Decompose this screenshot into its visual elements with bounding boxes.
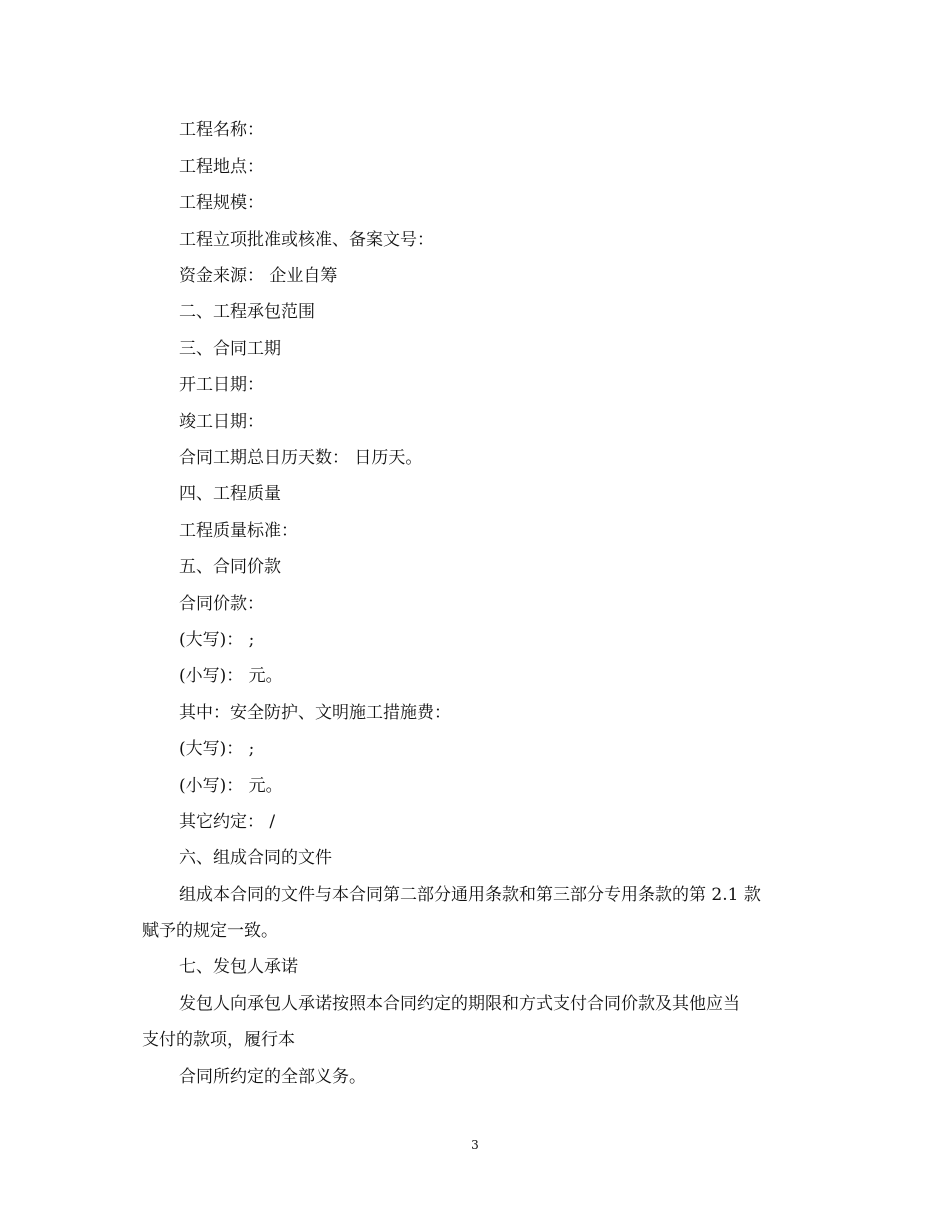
approval-number-line: 工程立项批准或核准、备案文号： (179, 230, 434, 250)
section-2-heading: 二、工程承包范围 (179, 302, 315, 322)
project-location-line: 工程地点： (179, 157, 264, 177)
section-5-heading: 五、合同价款 (179, 557, 281, 577)
safety-fee-capital-line: (大写)： ; (179, 739, 255, 759)
section-6-heading: 六、组成合同的文件 (179, 848, 332, 868)
completion-date-line: 竣工日期： (179, 412, 264, 432)
section-3-heading: 三、合同工期 (179, 339, 281, 359)
section-7-paragraph-line-2: 支付的款项，履行本 (142, 1030, 295, 1050)
section-7-paragraph-line-3: 合同所约定的全部义务。 (179, 1067, 366, 1087)
section-7-heading: 七、发包人承诺 (179, 957, 298, 977)
price-capital-line: (大写)： ; (179, 630, 255, 650)
section-4-heading: 四、工程质量 (179, 484, 281, 504)
start-date-line: 开工日期： (179, 375, 264, 395)
price-numeric-line: (小写)： 元。 (179, 666, 283, 686)
funding-source-line: 资金来源： 企业自筹 (179, 266, 338, 286)
section-7-paragraph-line-1: 发包人向承包人承诺按照本合同约定的期限和方式支付合同价款及其他应当 (179, 994, 740, 1014)
section-6-paragraph-line-2: 赋予的规定一致。 (142, 921, 278, 941)
project-name-line: 工程名称： (179, 120, 264, 140)
page-number: 3 (471, 1138, 479, 1152)
contract-price-line: 合同价款： (179, 594, 264, 614)
other-agreement-line: 其它约定： / (179, 812, 276, 832)
total-days-line: 合同工期总日历天数： 日历天。 (179, 448, 423, 468)
safety-fee-numeric-line: (小写)： 元。 (179, 776, 283, 796)
project-scale-line: 工程规模： (179, 193, 264, 213)
quality-standard-line: 工程质量标准： (179, 521, 298, 541)
section-6-paragraph-line-1: 组成本合同的文件与本合同第二部分通用条款和第三部分专用条款的第 2.1 款 (179, 885, 761, 905)
safety-fee-line: 其中：安全防护、文明施工措施费： (179, 703, 451, 723)
